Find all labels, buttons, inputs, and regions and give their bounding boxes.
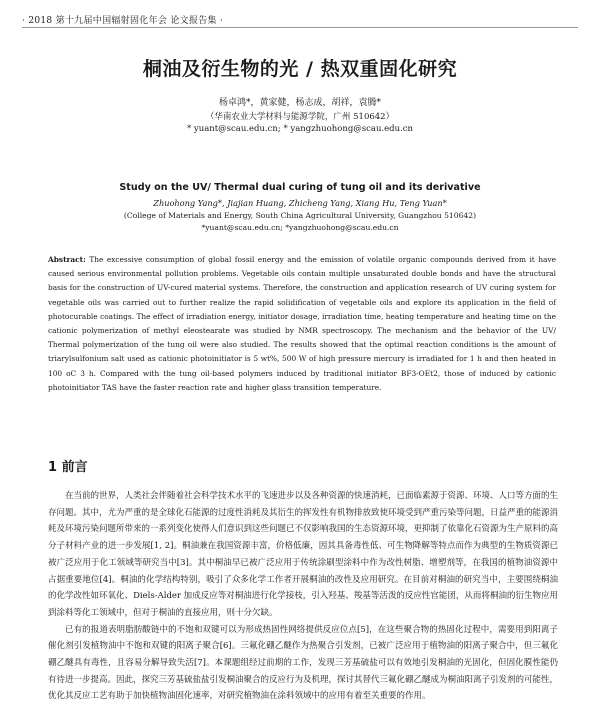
running-header: · 2018 第十九届中国辐射固化年会 论文报告集 ·	[22, 16, 224, 26]
paragraph: 已有的报道表明脂肪酸链中的不饱和双键可以为形成热固性网络提供反应位点[5]，在这些聚合物的热固化过程中，需要用到阳离子催化剂引发植物油中不饱和双键的阳离子聚合[6]。三氟化硼乙醚作为热聚合引发剂，已被广泛应用于植物油的阳离子聚合中，但三氟化硼乙醚具有毒性，且容易分解导致失活[7]。本课题组经过前期的工作，发现三芳基硫盐可以有效地引发桐油的光固化，但固化膜性能仍有待进一步提高。因此，探究三芳基硫盐盐引发桐油聚合的反应行为及机理，探讨其替代三氟化硼乙醚成为桐油阳离子引发剂的可能性，优化其反应工艺有助于加快植物油固化速率，对研究植物油在涂料领域中的应用有着至关重要的作用。	[48, 624, 559, 702]
abstract-label: Abstract:	[48, 255, 86, 264]
authors-en: Zhuohong Yang*, Jiajian Huang, Zhicheng Yang, Xiang Hu, Teng Yuan*	[153, 198, 447, 208]
affiliation-cn: （华南农业大学材料与能源学院，广州 510642）	[205, 112, 395, 122]
paragraph: 在当前的世界，人类社会伴随着社会科学技术水平的飞速进步以及各种资源的快速消耗，已面临素源于资源、环境、人口等方面的生存问题。其中，尤为严重的是全球化石能源的过度性消耗及其衍生的挥发性有机物排放致使环境受到严重污染等问题，日益严重的能源消耗及环境污染问题所带来的一系列变化使得人们意识到这些问题已不仅影响我国的生态资源环境，更抑制了依靠化石资源为生产原料的高分子材料产业的进一步发展[1, 2]。桐油兼在我国资源丰富，价格低廉，因其具备毒性低、可生物降解等特点而作为典型的生物质资源已被广泛应用于化工领域等研究当中[3]。其中桐油早已被广泛应用于传统涂刷型涂料中作为改性树脂、增塑剂等，在我国的植物油资源中占据重要地位[4]。桐油的化学结构特别，吸引了众多化学工作者开展桐油的改性及应用研究。在目前对桐油的研究当中，主要围绕桐油的化学改性如环氧化、Diels-Alder 加成反应等对桐油进行化学接枝，引入羟基、羧基等活泼的反应性官能团，从而将桐油的衍生物应用到涂料等化工领域中，但对于桐油的直接应用，则十分欠缺。	[48, 491, 559, 618]
emails-cn: * yuant@scau.edu.cn; * yangzhuohong@scau.edu.cn	[186, 124, 414, 134]
section-body	[48, 488, 558, 705]
header-rule	[22, 27, 578, 28]
authors-cn: 杨卓鸿*，黄家健，杨志成，胡祥，袁腾*	[218, 98, 381, 108]
abstract-text: The excessive consumption of global fossil energy and the emission of volatile organic compounds derived from it have caused serious environmental pollution problems. Vegetable oils contain multiple unsaturated double bonds and have the structural basis for the construction of UV-cured material systems. Therefore, the construction and application research of UV curing system for vegetable oils was carried out to further realize the rapid solidification of vegetable oils and explore its application in the field of photocurable coatings. The effect of irradiation energy, initiator dosage, irradiation time, heating temperature and heating time on the cationic polymerization of methyl eleostearate was studied by NMR spectroscopy. The mechanism and the behavior of the UV/ Thermal polymerization of the tung oil were also studied. The results showed that the optimal reaction conditions is the amount of triarylsulfonium salt used as cationic photoinitiator is 5 wt%, 500 W of high pressure mercury is irradiated for 1 h and then heated in 100 oC 3 h. Compared with the tung oil-based polymers induced by traditional initiator BF3-OEt2, those of induced by cationic photoinitiator TAS have the faster reaction rate and higher glass transition temperature.	[48, 255, 556, 392]
section-heading: 1 前言	[48, 460, 88, 475]
emails-en: *yuant@scau.edu.cn; *yangzhuohong@scau.edu.cn	[201, 223, 399, 232]
paper-title-en: Study on the UV/ Thermal dual curing of tung oil and its derivative	[119, 182, 481, 193]
paper-title-cn: 桐油及衍生物的光 / 热双重固化研究	[142, 58, 458, 80]
affiliation-en: (College of Materials and Energy, South China Agricultural University, Guangzhou 510642)	[123, 211, 477, 220]
abstract	[48, 253, 556, 395]
